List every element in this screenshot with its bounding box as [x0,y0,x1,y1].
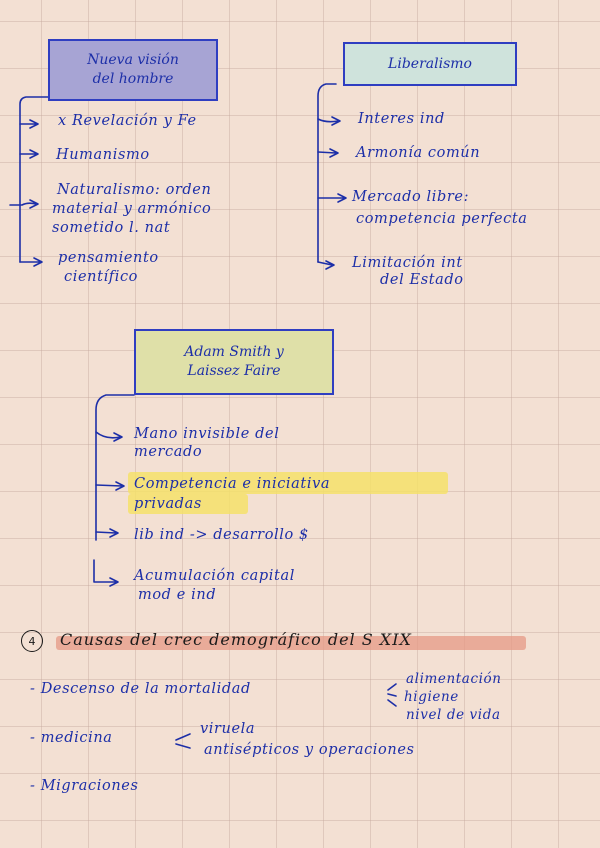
arrow1-1 [20,120,38,128]
cause-sub-antisepticos: antisépticos y operaciones [204,742,415,758]
branch3-acumulacion: Acumulación capital [134,568,295,584]
branch1-revelacion: x Revelación y Fe [58,113,197,129]
box1-line2: del hombre [92,71,174,87]
section-number-circle [21,630,43,652]
sub-brace-1 [388,684,396,706]
tree2-trunk [318,84,336,262]
arrow3-1 [96,432,122,441]
arrow2-1 [318,117,340,125]
tree1-trunk [20,97,48,262]
branch2-armonia: Armonía común [356,145,481,161]
branch1-sometido: sometido l. nat [52,220,171,236]
branch3-mercado: mercado [134,444,203,460]
concept-box-adam-smith [134,329,334,395]
box3-line2: Laissez Faire [187,363,281,379]
branch2-limitacion: Limitación int [352,255,463,271]
branch3-mano: Mano invisible del [134,426,280,442]
branch1-humanismo: Humanismo [56,147,150,163]
cause-migraciones: - Migraciones [30,778,139,794]
branch2-interes: Interes ind [358,111,445,127]
branch3-lib-ind: lib ind -> desarrollo $ [134,527,309,543]
sub-brace-2 [176,734,190,748]
branch3-competencia: Competencia e iniciativa [134,476,331,492]
arrow1-3 [10,200,38,208]
arrow2-3 [318,194,346,202]
branch2-estado: del Estado [380,272,464,288]
branch1-naturalismo: Naturalismo: orden [57,182,212,198]
section-title: Causas del crec demográfico del S XIX [60,630,412,649]
cause-sub-viruela: viruela [200,721,256,737]
arrow3-4 [94,560,118,586]
branch2-mercado: Mercado libre: [352,189,470,205]
box3-line1: Adam Smith y [184,344,284,360]
branch1-pensamiento: pensamiento [58,250,159,266]
branch1-material: material y armónico [52,201,212,217]
box1-line1: Nueva visión [87,52,179,68]
arrow3-2 [96,482,124,490]
arrow1-2 [20,150,38,158]
cause-sub-nivel: nivel de vida [406,707,501,723]
arrow2-2 [318,149,338,157]
arrow3-3 [96,529,118,537]
branch3-privadas: privadas [134,496,202,512]
arrow2-4 [318,261,334,269]
cause-sub-alimentacion: alimentación [406,671,502,687]
tree3-trunk [96,395,134,540]
concept-box-nueva-vision [48,39,218,101]
cause-mortalidad: - Descenso de la mortalidad [30,681,251,697]
cause-medicina: - medicina [30,730,113,746]
branch2-competencia: competencia perfecta [356,211,528,227]
cause-sub-higiene: higiene [404,689,459,705]
box2-label: Liberalismo [388,55,472,72]
arrow1-4 [20,258,42,266]
branch1-cientifico: científico [64,269,138,285]
branch3-mod-ind: mod e ind [138,587,217,603]
concept-box-liberalismo [343,42,517,86]
section-number: 4 [28,634,36,648]
